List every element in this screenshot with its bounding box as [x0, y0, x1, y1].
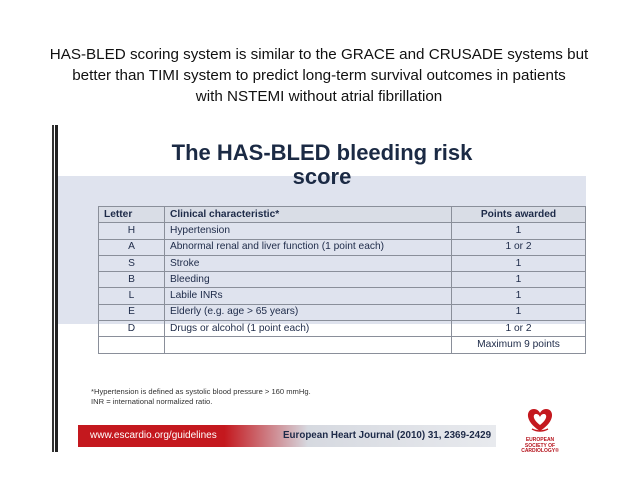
- logo-text-line-3: CARDIOLOGY®: [521, 448, 559, 454]
- footnote-line-2: INR = international normalized ratio.: [91, 397, 213, 406]
- heading-line-3: with NSTEMI without atrial fibrillation: [195, 88, 443, 105]
- logo-text-line-1: EUROPEAN: [525, 437, 555, 443]
- logo-text-line-2: SOCIETY OF: [524, 442, 556, 449]
- row-characteristic: Bleeding: [164, 272, 451, 288]
- heading-line-2: better than TIMI system to predict long-term survival outcomes in patients: [72, 67, 566, 84]
- table-row: [99, 272, 586, 288]
- footer-journal-citation: European Heart Journal (2010) 31, 2369-2429: [283, 430, 492, 441]
- row-letter: S: [99, 255, 165, 271]
- row-characteristic: Stroke: [164, 255, 451, 271]
- table-row: [99, 304, 586, 320]
- header-characteristic: Clinical characteristic*: [164, 207, 451, 223]
- table-row: [99, 288, 586, 304]
- row-letter: H: [99, 223, 165, 239]
- table-row: [99, 321, 586, 337]
- table-row: [99, 255, 586, 271]
- footnote-line-1: *Hypertension is defined as systolic blood pressure > 160 mmHg.: [91, 387, 311, 396]
- row-points: 1: [452, 288, 586, 304]
- row-points: 1 or 2: [452, 239, 586, 255]
- row-letter: A: [99, 239, 165, 255]
- table-header-row: [99, 207, 586, 223]
- footer-url: www.escardio.org/guidelines: [90, 430, 217, 441]
- slide-left-edge: [52, 125, 54, 452]
- has-bled-table: [98, 206, 586, 354]
- slide-footer-bar: [78, 425, 496, 447]
- total-blank-characteristic: [164, 337, 451, 353]
- slide-title-line-1: The HAS-BLED bleeding risk: [171, 140, 473, 165]
- header-points: Points awarded: [452, 207, 586, 223]
- row-characteristic: Drugs or alcohol (1 point each): [164, 321, 451, 337]
- table-row: [99, 239, 586, 255]
- esc-logo: [510, 405, 570, 455]
- heading-line-1: HAS-BLED scoring system is similar to the GRACE and CRUSADE systems but: [49, 46, 589, 63]
- page-heading: [20, 44, 618, 107]
- row-letter: L: [99, 288, 165, 304]
- row-characteristic: Labile INRs: [164, 288, 451, 304]
- row-points: 1 or 2: [452, 321, 586, 337]
- row-characteristic: Abnormal renal and liver function (1 point each): [164, 239, 451, 255]
- slide-title: [58, 140, 586, 189]
- row-points: 1: [452, 223, 586, 239]
- row-characteristic: Elderly (e.g. age > 65 years): [164, 304, 451, 320]
- table-row: [99, 223, 586, 239]
- slide-title-line-2: score: [292, 164, 352, 189]
- header-letter: Letter: [99, 207, 165, 223]
- slide-image: [55, 125, 586, 452]
- row-points: 1: [452, 304, 586, 320]
- table-total-row: [99, 337, 586, 353]
- row-letter: E: [99, 304, 165, 320]
- row-letter: B: [99, 272, 165, 288]
- total-blank-letter: [99, 337, 165, 353]
- total-points: Maximum 9 points: [452, 337, 586, 353]
- row-points: 1: [452, 255, 586, 271]
- row-characteristic: Hypertension: [164, 223, 451, 239]
- row-letter: D: [99, 321, 165, 337]
- heart-logo-icon: [510, 405, 570, 433]
- row-points: 1: [452, 272, 586, 288]
- footnote: [91, 387, 311, 407]
